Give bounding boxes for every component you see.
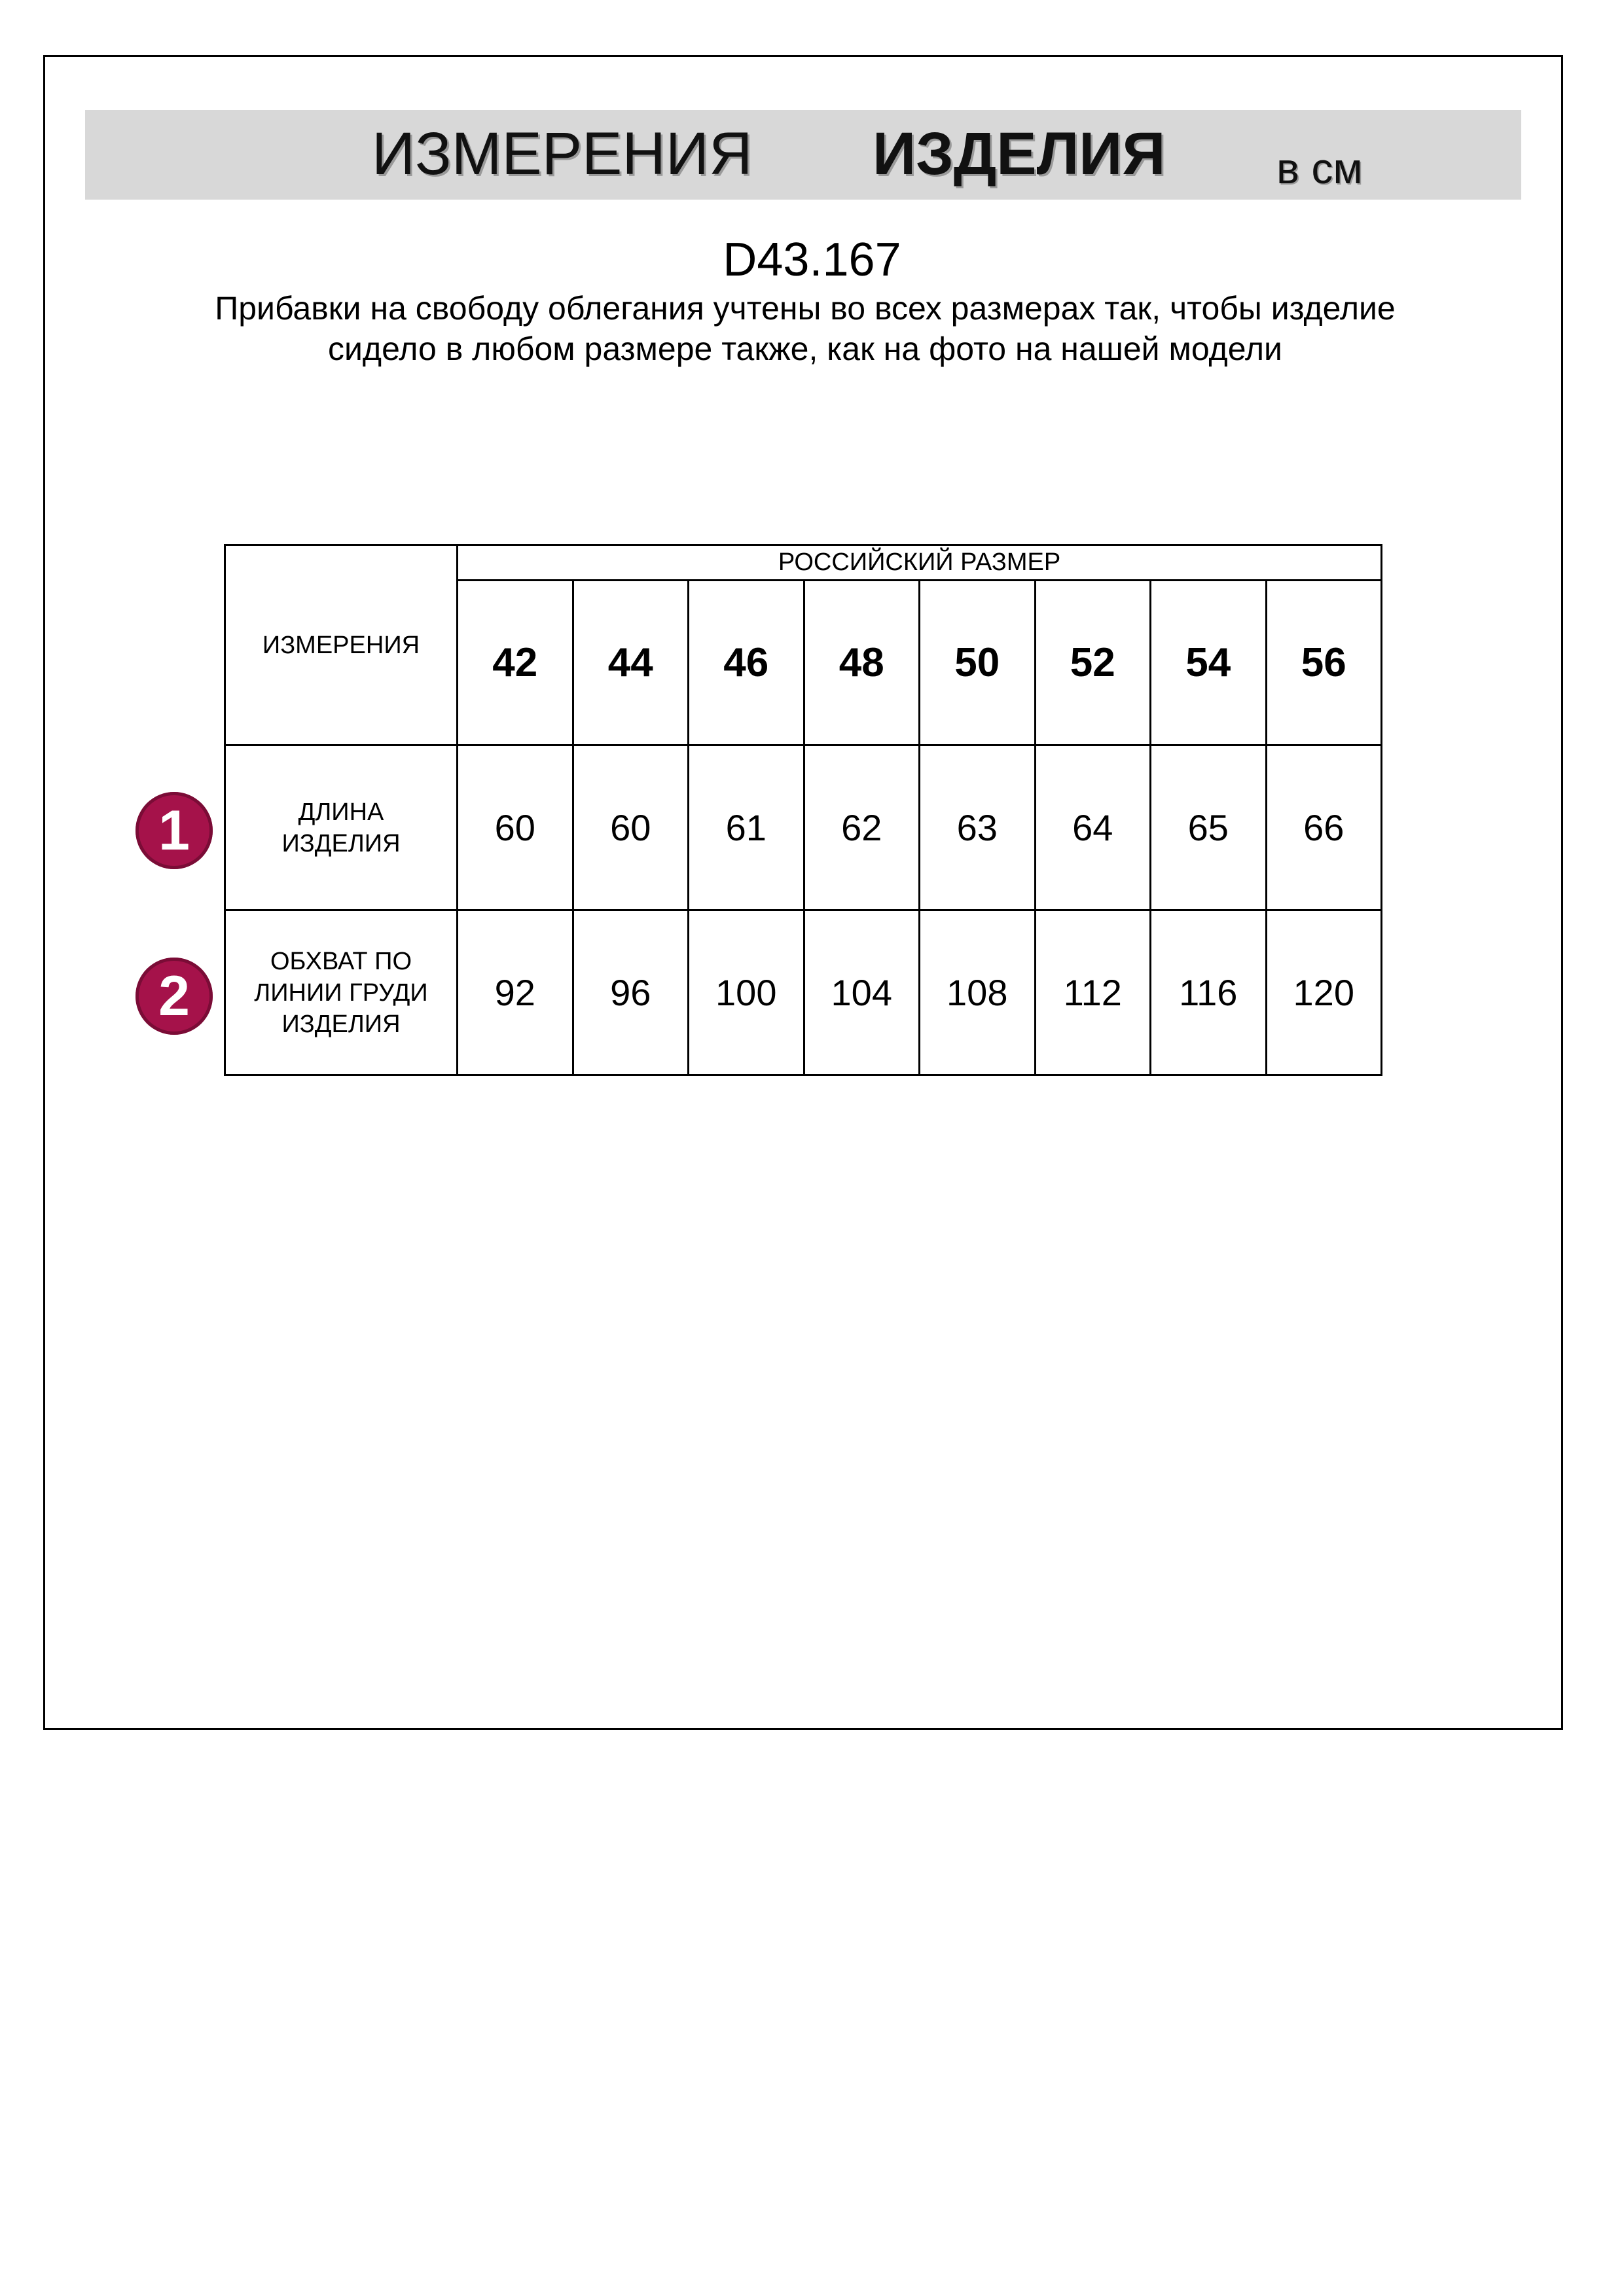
table-row-chest: [225, 910, 1382, 1075]
fit-description: Прибавки на свободу облегания учтены во всех размерах так, чтобы изделие сидело в любом размере также, как на фото на нашей модели: [215, 290, 1396, 367]
table-cell: 104: [804, 910, 920, 1075]
size-header: 46: [689, 581, 804, 745]
row-label: ДЛИНА ИЗДЕЛИЯ: [225, 745, 458, 910]
product-code: D43.167: [723, 234, 901, 286]
row-number-badge: 1: [135, 792, 213, 869]
size-header: 42: [458, 581, 573, 745]
table-cell: 108: [920, 910, 1036, 1075]
size-header: 52: [1035, 581, 1151, 745]
table-cell: 66: [1266, 745, 1382, 910]
row-label: ОБХВАТ ПО ЛИНИИ ГРУДИ ИЗДЕЛИЯ: [225, 910, 458, 1075]
table-cell: 96: [573, 910, 689, 1075]
table-cell: 61: [689, 745, 804, 910]
size-header: 54: [1151, 581, 1267, 745]
size-header: 50: [920, 581, 1036, 745]
table-cell: 63: [920, 745, 1036, 910]
table-cell: 100: [689, 910, 804, 1075]
table-cell: 62: [804, 745, 920, 910]
table-cell: 116: [1151, 910, 1267, 1075]
size-header: 44: [573, 581, 689, 745]
table-cell: 120: [1266, 910, 1382, 1075]
title-word-product: ИЗДЕЛИЯ: [873, 120, 1166, 187]
measurements-header: ИЗМЕРЕНИЯ: [225, 545, 458, 745]
table-cell: 60: [573, 745, 689, 910]
size-table: [224, 544, 1382, 1076]
size-group-header: РОССИЙСКИЙ РАЗМЕР: [458, 545, 1382, 581]
size-header: 48: [804, 581, 920, 745]
size-header: 56: [1266, 581, 1382, 745]
table-row-length: [225, 745, 1382, 910]
table-cell: 60: [458, 745, 573, 910]
table-cell: 65: [1151, 745, 1267, 910]
title-word-measurements: ИЗМЕРЕНИЯ: [372, 120, 753, 187]
title-unit: в см: [1276, 144, 1363, 192]
table-cell: 112: [1035, 910, 1151, 1075]
table-cell: 92: [458, 910, 573, 1075]
row-number-badge: 2: [135, 958, 213, 1035]
table-cell: 64: [1035, 745, 1151, 910]
